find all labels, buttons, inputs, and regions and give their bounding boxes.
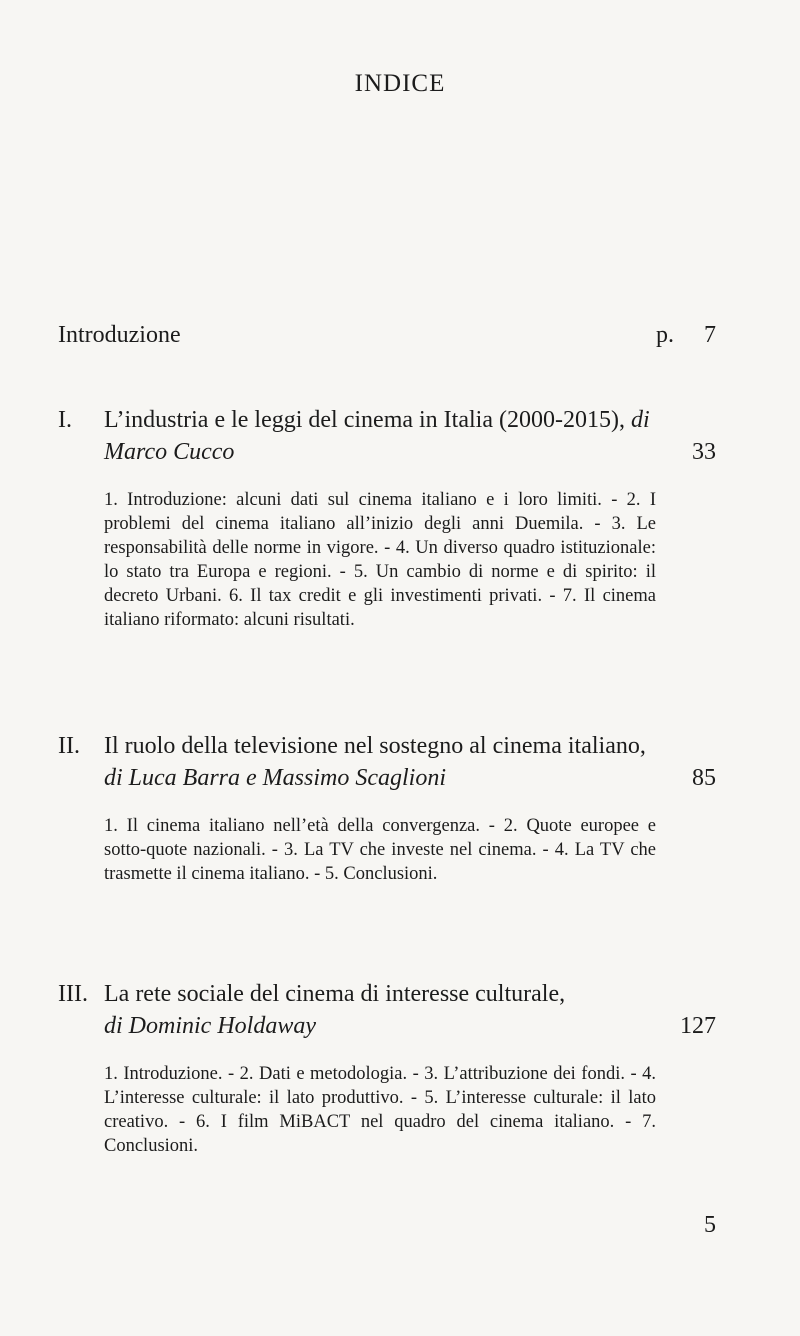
chapter-page-number: 85 bbox=[692, 765, 716, 791]
chapter-title bbox=[104, 978, 656, 1042]
chapter-entry-1 bbox=[58, 404, 716, 632]
chapter-title-row bbox=[58, 978, 716, 1042]
intro-title: Introduzione bbox=[58, 322, 181, 348]
intro-page-number: 7 bbox=[704, 322, 716, 348]
intro-entry bbox=[58, 322, 716, 349]
chapter-page-number: 127 bbox=[680, 1013, 716, 1039]
chapter-summary: 1. Introduzione. - 2. Dati e metodologia. - 3. L’attribuzione dei fondi. - 4. L’interesse culturale: il lato produttivo. - 5. L’interesse culturale: il lato creativo. - 6. I film MiBACT nel quadro del cinema italiano. - 7. Conclusioni. bbox=[104, 1064, 656, 1156]
chapter-number: II. bbox=[58, 733, 80, 759]
chapter-author: Luca Barra e Massimo Scaglioni bbox=[128, 765, 446, 791]
page-abbrev: p. bbox=[656, 322, 674, 348]
author-prefix: di bbox=[104, 765, 123, 791]
chapter-entry-3 bbox=[58, 978, 716, 1158]
chapter-number: I. bbox=[58, 407, 72, 433]
chapter-title-row bbox=[58, 730, 716, 794]
chapter-summary: 1. Introduzione: alcuni dati sul cinema italiano e i loro limiti. - 2. I problemi del cinema italiano all’inizio degli anni Duemila. - 3. Le responsabilità delle norme in vigore. - 4. Un diverso quadro istituzionale: lo stato tra Europa e regioni. - 5. Un cambio di norme e di spirito: il decreto Urbani. 6. Il tax credit e gli investimenti privati. - 7. Il cinema italiano riformato: alcuni risultati. bbox=[104, 490, 656, 630]
author-prefix: di bbox=[104, 1013, 123, 1039]
intro-page bbox=[656, 322, 716, 349]
chapter-title-text: La rete sociale del cinema di interesse culturale, bbox=[104, 981, 566, 1007]
chapter-author: Dominic Holdaway bbox=[128, 1013, 316, 1039]
chapter-summary: 1. Il cinema italiano nell’età della convergenza. - 2. Quote europee e sotto-quote nazionali. - 3. La TV che investe nel cinema. - 4. La TV che trasmette il cinema italiano. - 5. Conclusioni. bbox=[104, 816, 656, 884]
chapter-title bbox=[104, 404, 656, 468]
page-number: 5 bbox=[704, 1212, 716, 1238]
chapter-page-number: 33 bbox=[692, 439, 716, 465]
chapter-author: Marco Cucco bbox=[104, 439, 235, 465]
chapter-number: III. bbox=[58, 981, 88, 1007]
chapter-title-text: L’industria e le leggi del cinema in Italia (2000-2015), bbox=[104, 407, 625, 433]
chapter-title-row bbox=[58, 404, 716, 468]
chapter-title-text: Il ruolo della televisione nel sostegno al cinema italiano, bbox=[104, 733, 646, 759]
chapter-title bbox=[104, 730, 656, 794]
chapter-entry-2 bbox=[58, 730, 716, 886]
author-prefix: di bbox=[630, 407, 650, 433]
page-heading: INDICE bbox=[354, 70, 446, 97]
